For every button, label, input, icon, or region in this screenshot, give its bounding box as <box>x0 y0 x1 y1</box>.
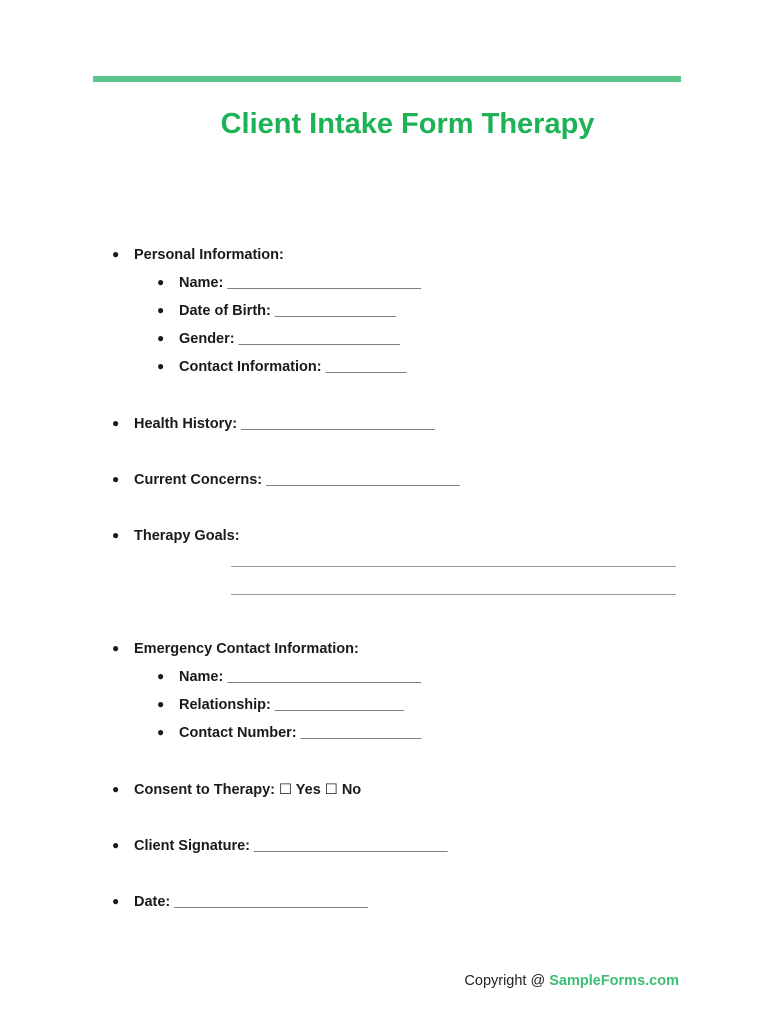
bullet-icon: ● <box>112 416 120 430</box>
list-item-health-history[interactable]: ● Health History: ________________________ <box>112 416 435 432</box>
list-item-client-signature[interactable]: ● Client Signature: ________________________ <box>112 838 448 854</box>
list-item-date-of-birth[interactable]: ● Date of Birth: _______________ <box>157 303 396 319</box>
list-item-emergency-name[interactable]: ● Name: ________________________ <box>157 669 421 685</box>
list-item-gender[interactable]: ● Gender: ____________________ <box>157 331 400 347</box>
bullet-icon: ● <box>112 838 120 852</box>
list-item-relationship[interactable]: ● Relationship: ________________ <box>157 697 404 713</box>
list-item-contact-number[interactable]: ● Contact Number: _______________ <box>157 725 422 741</box>
bullet-icon: ● <box>157 275 165 289</box>
bullet-icon: ● <box>112 894 120 908</box>
bullet-icon: ● <box>157 725 165 739</box>
copyright-footer: Copyright @ SampleForms.com <box>464 973 679 989</box>
bullet-icon: ● <box>157 303 165 317</box>
list-item-name[interactable]: ● Name: ________________________ <box>157 275 421 291</box>
bullet-icon: ● <box>112 528 120 542</box>
therapy-goals-answer-line-1[interactable] <box>231 566 676 567</box>
bullet-icon: ● <box>157 697 165 711</box>
list-item-therapy-goals: ● Therapy Goals: <box>112 528 240 544</box>
brand-link[interactable]: SampleForms.com <box>549 973 679 989</box>
list-item-date[interactable]: ● Date: ________________________ <box>112 894 368 910</box>
bullet-icon: ● <box>112 247 120 261</box>
bullet-icon: ● <box>157 359 165 373</box>
list-item-emergency-contact-information: ● Emergency Contact Information: <box>112 641 359 657</box>
list-item-contact-information[interactable]: ● Contact Information: __________ <box>157 359 407 375</box>
bullet-icon: ● <box>112 782 120 796</box>
bullet-icon: ● <box>112 641 120 655</box>
bullet-icon: ● <box>112 472 120 486</box>
page-title: Client Intake Form Therapy <box>220 108 595 140</box>
top-accent-rule <box>93 76 681 82</box>
list-item-personal-information: ● Personal Information: <box>112 247 284 263</box>
bullet-icon: ● <box>157 669 165 683</box>
therapy-goals-answer-line-2[interactable] <box>231 594 676 595</box>
list-item-consent-to-therapy[interactable]: ● Consent to Therapy: ☐ Yes ☐ No <box>112 782 362 798</box>
list-item-current-concerns[interactable]: ● Current Concerns: ________________________ <box>112 472 460 488</box>
bullet-icon: ● <box>157 331 165 345</box>
